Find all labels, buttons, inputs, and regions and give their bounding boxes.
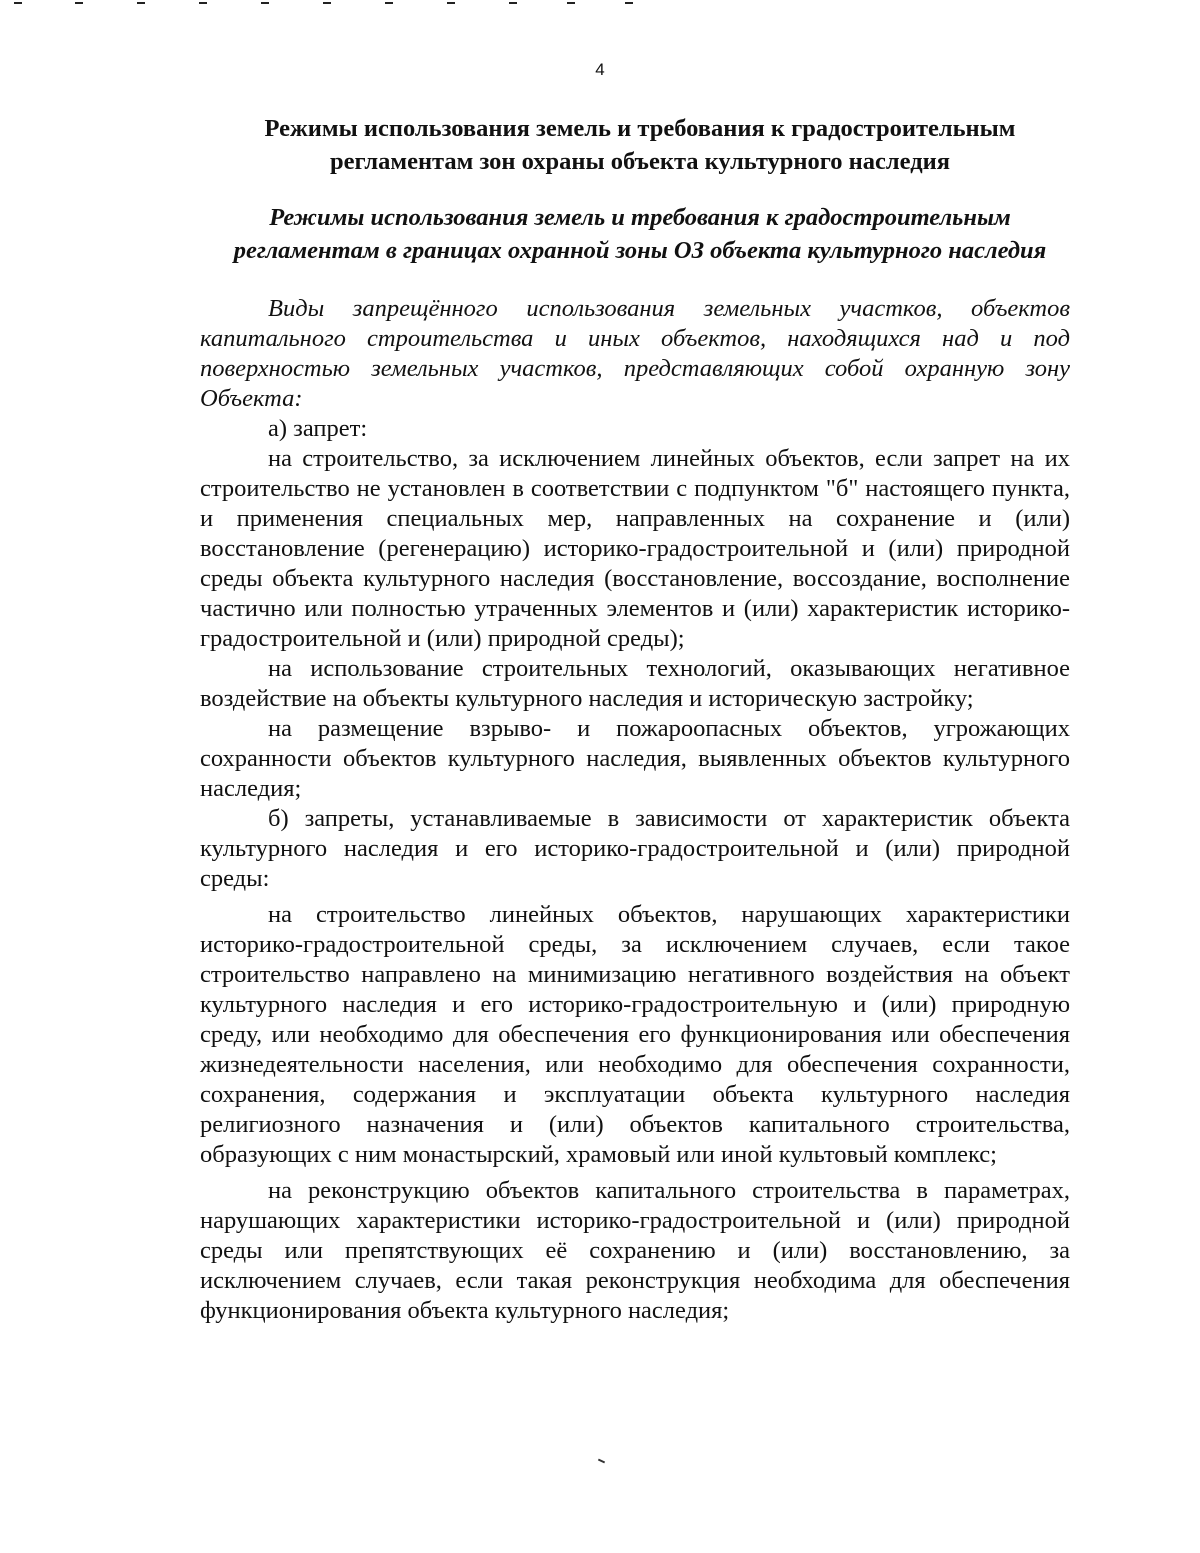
paragraph: на использование строительных технологий, оказывающих негативное воздействие на объекты культурного наследия и историческую застройку; xyxy=(200,655,1070,712)
paragraph: на строительство, за исключением линейных объектов, если запрет на их строительство не установлен в соответствии с подпунктом "б" настоящего пункта, и применения специальных мер, направленных на сохранение и (или) восстановление (регенерацию) историко-градостроительной и (или) природной среды объекта культурного наследия (восстановление, воссоздание, восполнение частично или полностью утраченных элементов и (или) характеристик историко-градостроительной и (или) природной среды); xyxy=(200,445,1070,652)
scan-artifact-mark xyxy=(598,1459,605,1464)
document-body xyxy=(200,294,1070,1326)
paragraph: на строительство линейных объектов, нарушающих характеристики историко-градостроительной среды, за исключением случаев, если такое строительство направлено на минимизацию негативного воздействия на объект культурного наследия и его историко-градостроительную и (или) природную среду, или необходимо для обеспечения его функционирования или обеспечения жизнедеятельности населения, или необходимо для обеспечения сохранности, сохранения, содержания и эксплуатации объекта культурного наследия религиозного назначения и (или) объектов капитального строительства, образующих с ним монастырский, храмовый или иной культовый комплекс; xyxy=(200,901,1070,1168)
section-heading: Режимы использования земель и требования к градостроительным регламентам зон охраны объекта культурного наследия xyxy=(264,115,1016,175)
paragraph-a: а) запрет: xyxy=(268,415,368,442)
scan-artifact-dashes xyxy=(0,0,680,10)
paragraph: на размещение взрыво- и пожароопасных объектов, угрожающих сохранности объектов культурного наследия, выявленных объектов культурного наследия; xyxy=(200,715,1070,802)
intro-paragraph: Виды запрещённого использования земельных участков, объектов капитального строительства и иных объектов, находящихся над и под поверхностью земельных участков, представляющих собой охранную зону Объекта: xyxy=(200,295,1070,412)
paragraph: на реконструкцию объектов капитального строительства в параметрах, нарушающих характеристики историко-градостроительной и (или) природной среды или препятствующих её сохранению и (или) восстановлению, за исключением случаев, если такая реконструкция необходима для обеспечения функционирования объекта культурного наследия; xyxy=(200,1177,1070,1324)
paragraph-b: б) запреты, устанавливаемые в зависимости от характеристик объекта культурного наследия и его историко-градостроительной и (или) природной среды: xyxy=(200,805,1070,892)
page-number: 4 xyxy=(595,60,605,79)
subsection-heading: Режимы использования земель и требования к градостроительным регламентам в границах охранной зоны ОЗ объекта культурного наследия xyxy=(233,204,1047,264)
